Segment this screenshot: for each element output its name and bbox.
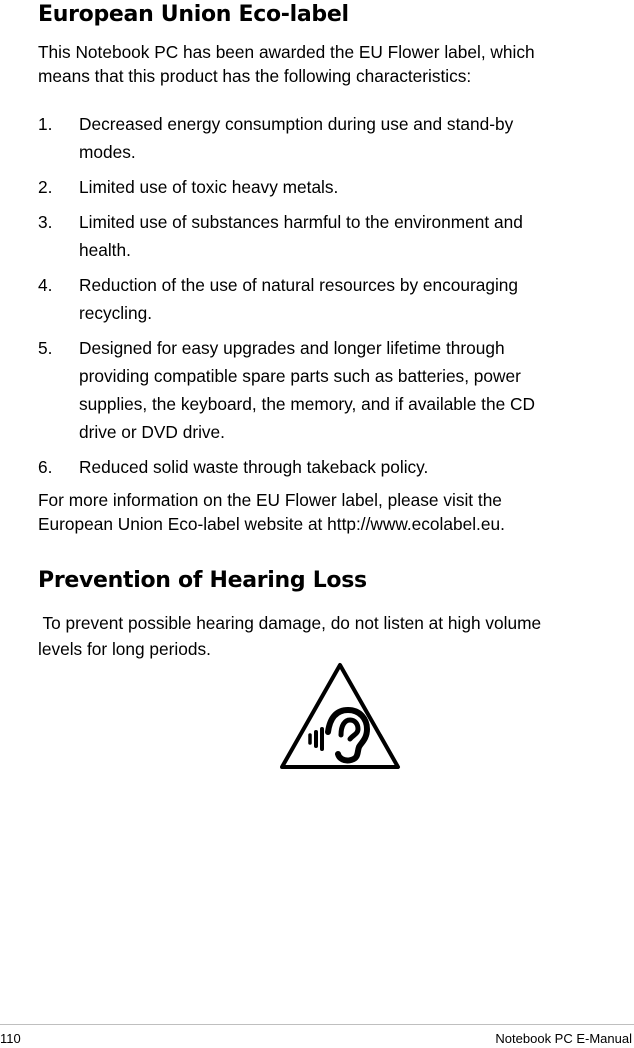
list-item-line: modes. (79, 142, 136, 162)
list-item-number: 3. (38, 212, 53, 232)
eco-label-intro (38, 40, 603, 88)
list-item-line: health. (79, 240, 131, 260)
list-item-line: Reduced solid waste through takeback policy. (79, 457, 429, 477)
list-item-line: supplies, the keyboard, the memory, and if available the CD (79, 394, 535, 414)
eco-characteristics-list (38, 110, 603, 488)
intro-line-2: means that this product has the following characteristics: (38, 66, 472, 86)
more-info-line-1: For more information on the EU Flower label, please visit the (38, 490, 502, 510)
list-item-line: drive or DVD drive. (79, 422, 225, 442)
eco-label-heading: European Union Eco-label (38, 2, 349, 27)
list-item-number: 4. (38, 275, 53, 295)
hearing-text-line-1: To prevent possible hearing damage, do not listen at high volume (38, 613, 542, 633)
list-item (38, 208, 603, 264)
hearing-text-line-2: levels for long periods. (38, 639, 211, 659)
list-item-line: providing compatible spare parts such as batteries, power (79, 366, 521, 386)
list-item-line: Limited use of substances harmful to the environment and (79, 212, 523, 232)
list-item (38, 271, 603, 327)
list-item-line: Decreased energy consumption during use and stand-by (79, 114, 514, 134)
footer-divider (0, 1024, 634, 1025)
eco-label-more-info (38, 488, 608, 536)
list-item-number: 6. (38, 457, 53, 477)
manual-title: Notebook PC E-Manual (495, 1031, 632, 1046)
list-item (38, 334, 603, 446)
list-item-line: Reduction of the use of natural resources by encouraging (79, 275, 519, 295)
list-item (38, 110, 603, 166)
list-item (38, 453, 603, 481)
hearing-loss-heading: Prevention of Hearing Loss (38, 568, 367, 593)
intro-line-1: This Notebook PC has been awarded the EU Flower label, which (38, 42, 535, 62)
list-item-number: 5. (38, 338, 53, 358)
list-item-number: 1. (38, 114, 53, 134)
more-info-line-2: European Union Eco-label website at http://www.ecolabel.eu. (38, 514, 505, 534)
hearing-loss-text (38, 610, 618, 662)
list-item (38, 173, 603, 201)
list-item-number: 2. (38, 177, 53, 197)
list-item-line: Limited use of toxic heavy metals. (79, 177, 339, 197)
list-item-line: Designed for easy upgrades and longer lifetime through (79, 338, 505, 358)
list-item-line: recycling. (79, 303, 152, 323)
hearing-warning-icon (278, 661, 402, 771)
page-number: 110 (0, 1031, 21, 1046)
